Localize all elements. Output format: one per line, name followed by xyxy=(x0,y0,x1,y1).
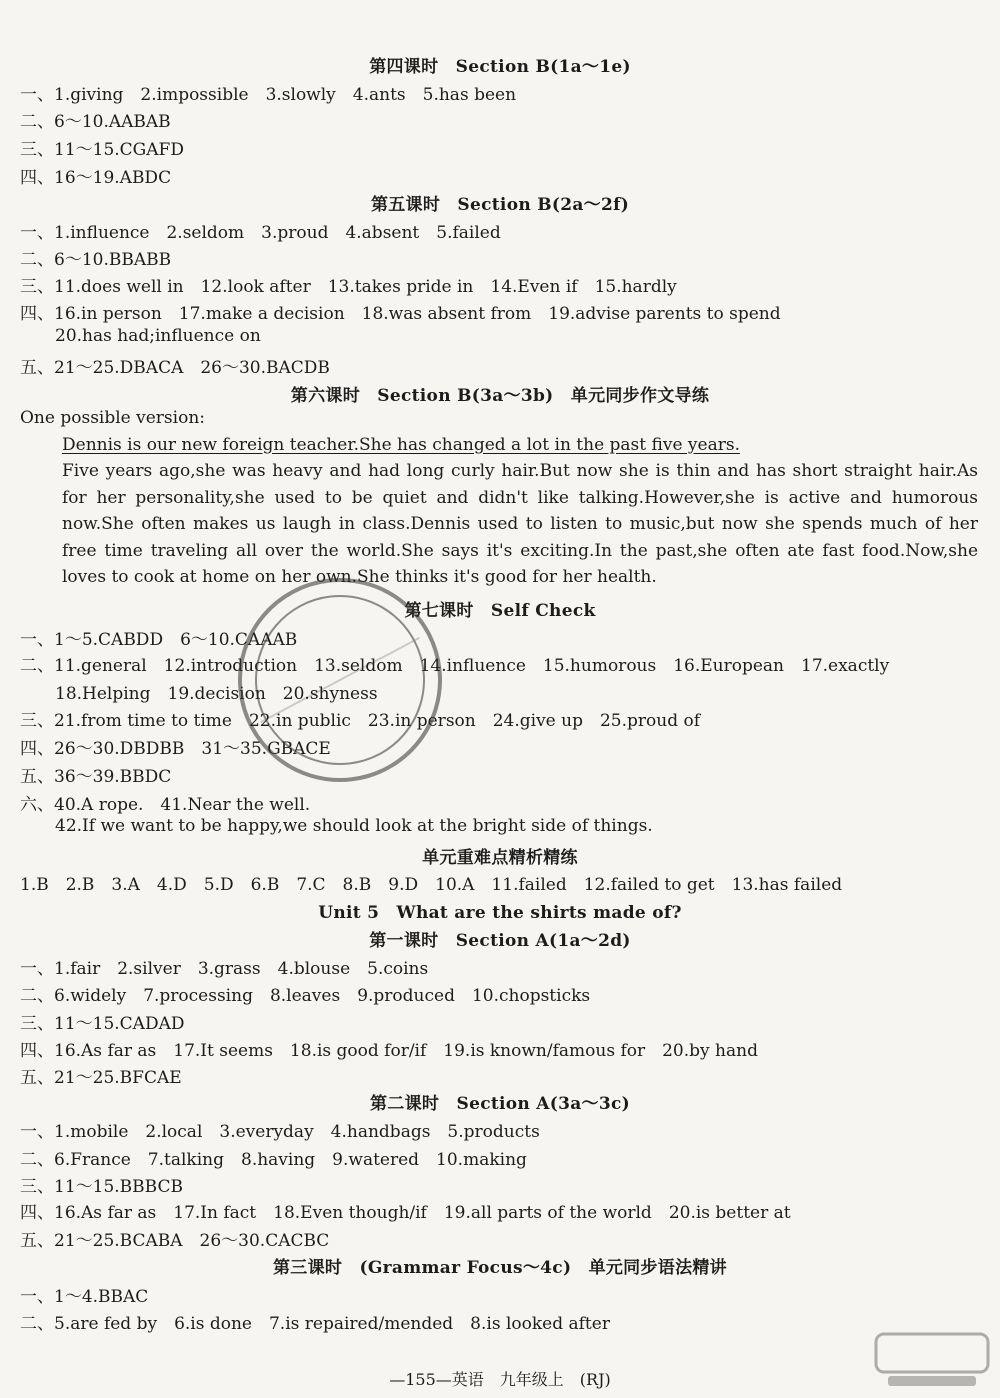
section-title: 第三课时 (Grammar Focus～4c) 单元同步语法精讲 xyxy=(273,1258,727,1278)
answer-line: 二、6.France 7.talking 8.having 9.watered 10.making xyxy=(20,1150,527,1170)
answer-line: 一、1.influence 2.seldom 3.proud 4.absent 5.failed xyxy=(20,223,501,243)
answer-line: 四、26～30.DBDBB 31～35.GBACE xyxy=(20,739,331,759)
answer-line: 一、1.fair 2.silver 3.grass 4.blouse 5.coins xyxy=(20,959,429,979)
answer-line: 四、16.in person 17.make a decision 18.was absent from 19.advise parents to spend xyxy=(20,304,781,324)
answer-line: 二、6～10.AABAB xyxy=(20,112,171,132)
section-title: 第六课时 Section B(3a～3b) 单元同步作文导练 xyxy=(290,386,710,406)
essay-body: Five years ago,she was heavy and had long curly hair.But now she is thin and has short straight hair.As for her personality,she used to be quiet and didn't like talking.However,she is active and humorous now.She often makes us laugh in class.Dennis used to listen to music,but now she spends much of her free time traveling all over the world.She says it's exciting.In the past,she often ate fast food.Now,she loves to cook at home on her own.She thinks it's good for her health. xyxy=(62,461,978,587)
answer-line: 四、16～19.ABDC xyxy=(20,168,172,188)
answer-line: 四、16.As far as 17.In fact 18.Even though/if 19.all parts of the world 20.is better at xyxy=(20,1203,791,1223)
essay-topic-sentence: Dennis is our new foreign teacher.She has changed a lot in the past five years. xyxy=(62,434,740,455)
answer-line: 五、21～25.BFCAE xyxy=(20,1068,182,1088)
section-title: 第四课时 Section B(1a～1e) xyxy=(369,57,631,77)
answer-line: 五、21～25.DBACA 26～30.BACDB xyxy=(20,358,330,378)
essay-intro: One possible version: xyxy=(20,408,205,428)
unit-title: Unit 5 What are the shirts made of? xyxy=(318,903,682,923)
answer-line: 42.If we want to be happy,we should look at the bright side of things. xyxy=(55,816,653,836)
answer-line: 18.Helping 19.decision 20.shyness xyxy=(55,684,378,704)
page-footer: —155—英语 九年级上 (RJ) xyxy=(389,1370,611,1389)
answer-line: 二、11.general 12.introduction 13.seldom 14.influence 15.humorous 16.European 17.exactly xyxy=(20,656,890,676)
section-title: 第一课时 Section A(1a～2d) xyxy=(369,931,631,951)
section-title: 第五课时 Section B(2a～2f) xyxy=(370,195,630,215)
essay xyxy=(20,405,978,591)
answer-line: 六、40.A rope. 41.Near the well. xyxy=(20,795,311,815)
answer-line: 五、21～25.BCABA 26～30.CACBC xyxy=(20,1231,330,1251)
answer-line: 四、16.As far as 17.It seems 18.is good for/if 19.is known/famous for 20.by hand xyxy=(20,1041,758,1061)
answer-line: 三、11～15.BBBCB xyxy=(20,1177,183,1197)
section-title: 第二课时 Section A(3a～3c) xyxy=(370,1094,630,1114)
section-title: 第七课时 Self Check xyxy=(404,601,596,621)
corner-logo-icon xyxy=(872,1328,992,1392)
section-title: 单元重难点精析精练 xyxy=(422,848,578,868)
answer-line: 20.has had;influence on xyxy=(55,326,261,346)
answer-line: 一、1.giving 2.impossible 3.slowly 4.ants 5.has been xyxy=(20,85,517,105)
answer-line: 一、1～4.BBAC xyxy=(20,1287,149,1307)
answer-line: 三、11.does well in 12.look after 13.takes pride in 14.Even if 15.hardly xyxy=(20,277,677,297)
answer-line: 1.B 2.B 3.A 4.D 5.D 6.B 7.C 8.B 9.D 10.A 11.failed 12.failed to get 13.has failed xyxy=(20,875,843,895)
answer-line: 三、11～15.CADAD xyxy=(20,1014,185,1034)
answer-line: 三、11～15.CGAFD xyxy=(20,140,184,160)
answer-line: 一、1.mobile 2.local 3.everyday 4.handbags 5.products xyxy=(20,1122,540,1142)
answer-line: 二、6.widely 7.processing 8.leaves 9.produced 10.chopsticks xyxy=(20,986,591,1006)
answer-line: 二、5.are fed by 6.is done 7.is repaired/mended 8.is looked after xyxy=(20,1314,610,1334)
answer-line: 二、6～10.BBABB xyxy=(20,250,172,270)
answer-line: 三、21.from time to time 22.in public 23.in person 24.give up 25.proud of xyxy=(20,711,701,731)
answer-line: 五、36～39.BBDC xyxy=(20,767,172,787)
answer-line: 一、1～5.CABDD 6～10.CAAAB xyxy=(20,630,298,650)
